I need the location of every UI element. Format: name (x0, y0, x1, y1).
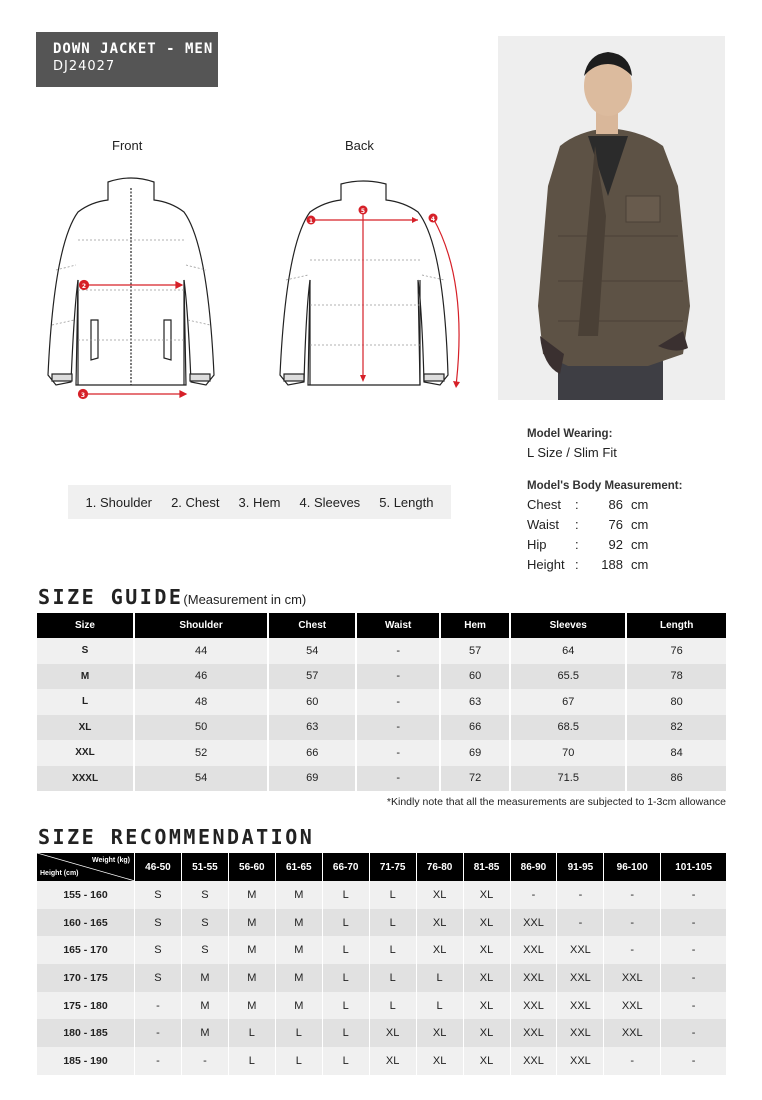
measurement-cell: 44 (135, 638, 269, 664)
weight-header: 81-85 (464, 853, 511, 881)
recommended-size-cell: L (370, 909, 417, 937)
measurement-cell: 57 (269, 664, 357, 690)
size-guide-header-row (37, 613, 726, 638)
front-jacket-drawing (48, 178, 214, 385)
marker-hem-front: 3 (80, 392, 86, 399)
recommended-size-cell: - (511, 881, 558, 909)
table-row (37, 664, 726, 690)
measurement-cell: 80 (627, 689, 726, 715)
measurement-row-height (527, 557, 727, 572)
svg-text:5: 5 (360, 208, 366, 215)
recommended-size-cell: M (276, 881, 323, 909)
measurement-cell: 82 (627, 715, 726, 741)
recommended-size-cell: S (182, 936, 229, 964)
table-row (37, 1019, 726, 1047)
recommended-size-cell: - (661, 881, 726, 909)
allowance-note: *Kindly note that all the measurements are subjected to 1-3cm allowance (386, 796, 726, 808)
recommended-size-cell: L (370, 992, 417, 1020)
measurement-label: Chest (527, 497, 561, 512)
measurement-cell: 60 (269, 689, 357, 715)
measurement-row-waist (527, 517, 727, 532)
measurement-cell: 69 (441, 740, 511, 766)
size-cell: M (37, 664, 135, 690)
recommended-size-cell: M (182, 992, 229, 1020)
measurement-cell: 63 (269, 715, 357, 741)
recommended-size-cell: XXL (557, 936, 604, 964)
legend-item-chest: 2. Chest (171, 494, 220, 510)
product-code: DJ24027 (53, 59, 116, 74)
recommended-size-cell: L (276, 1019, 323, 1047)
legend-item-hem: 3. Hem (238, 494, 281, 510)
measurement-unit: cm (631, 557, 649, 572)
height-cell: 165 - 170 (37, 936, 135, 964)
measurement-cell: 54 (269, 638, 357, 664)
measurement-cell: - (357, 664, 441, 690)
measurement-label: Hip (527, 537, 547, 552)
marker-chest-front: 2 (81, 283, 87, 290)
recommended-size-cell: XL (464, 964, 511, 992)
recommended-size-cell: - (661, 909, 726, 937)
measurement-unit: cm (631, 517, 649, 532)
recommended-size-cell: M (229, 881, 276, 909)
measurement-cell: 68.5 (511, 715, 627, 741)
recommended-size-cell: - (557, 881, 604, 909)
measurement-row-hip (527, 537, 727, 552)
size-cell: XL (37, 715, 135, 741)
recommended-size-cell: M (229, 909, 276, 937)
col-header-shoulder: Shoulder (135, 613, 269, 638)
recommended-size-cell: XXL (557, 964, 604, 992)
recommended-size-cell: XL (417, 1019, 464, 1047)
recommended-size-cell: XL (417, 881, 464, 909)
measurement-cell: 72 (441, 766, 511, 792)
recommended-size-cell: XXL (511, 964, 558, 992)
measurement-cell: 63 (441, 689, 511, 715)
corner-weight-label: Weight (kg) (92, 857, 130, 864)
size-cell: XXXL (37, 766, 135, 792)
measurement-cell: - (357, 689, 441, 715)
weight-header: 66-70 (323, 853, 370, 881)
recommended-size-cell: M (276, 992, 323, 1020)
col-header-size: Size (37, 613, 135, 638)
recommended-size-cell: XXL (557, 992, 604, 1020)
recommended-size-cell: - (661, 936, 726, 964)
measurement-colon: : (575, 517, 579, 532)
recommended-size-cell: XL (370, 1019, 417, 1047)
measurement-label: Waist (527, 517, 560, 532)
recommended-size-cell: M (276, 909, 323, 937)
weight-header: 96-100 (604, 853, 661, 881)
weight-header: 86-90 (511, 853, 558, 881)
measurement-value: 92 (608, 537, 623, 552)
recommended-size-cell: XL (464, 936, 511, 964)
recommended-size-cell: - (135, 992, 182, 1020)
recommended-size-cell: S (182, 909, 229, 937)
weight-header: 61-65 (276, 853, 323, 881)
measurement-colon: : (575, 537, 579, 552)
recommended-size-cell: XXL (511, 1047, 558, 1075)
recommended-size-cell: S (135, 909, 182, 937)
table-row (37, 689, 726, 715)
size-recommendation-title: SIZE RECOMMENDATION (38, 825, 315, 849)
table-row (37, 909, 726, 937)
recommended-size-cell: M (276, 964, 323, 992)
recommended-size-cell: L (323, 992, 370, 1020)
measurement-cell: 69 (269, 766, 357, 792)
recommended-size-cell: XXL (604, 1019, 661, 1047)
recommended-size-cell: - (135, 1019, 182, 1047)
legend-item-sleeves: 4. Sleeves (299, 494, 361, 510)
weight-header: 101-105 (661, 853, 726, 881)
recommended-size-cell: L (417, 964, 464, 992)
measurement-row-chest (527, 497, 727, 512)
size-guide-title: SIZE GUIDE (38, 585, 184, 609)
col-header-waist: Waist (357, 613, 441, 638)
legend-item-length: 5. Length (379, 494, 434, 510)
recommended-size-cell: M (229, 964, 276, 992)
height-cell: 170 - 175 (37, 964, 135, 992)
table-row (37, 992, 726, 1020)
recommended-size-cell: L (417, 992, 464, 1020)
measurement-cell: - (357, 638, 441, 664)
table-row (37, 1047, 726, 1075)
recommended-size-cell: M (182, 1019, 229, 1047)
size-cell: XXL (37, 740, 135, 766)
measurement-cell: 67 (511, 689, 627, 715)
col-header-chest: Chest (269, 613, 357, 638)
recommended-size-cell: L (323, 936, 370, 964)
recommended-size-cell: XL (417, 909, 464, 937)
recommended-size-cell: S (135, 881, 182, 909)
measurement-cell: 64 (511, 638, 627, 664)
table-row (37, 936, 726, 964)
recommended-size-cell: L (229, 1047, 276, 1075)
recommended-size-cell: L (370, 881, 417, 909)
measurement-cell: 84 (627, 740, 726, 766)
col-header-length: Length (627, 613, 726, 638)
measurement-unit: cm (631, 497, 649, 512)
recommended-size-cell: - (557, 909, 604, 937)
height-cell: 185 - 190 (37, 1047, 135, 1075)
legend-item-shoulder: 1. Shoulder (85, 494, 153, 510)
table-row (37, 881, 726, 909)
table-row (37, 766, 726, 792)
measurement-colon: : (575, 557, 579, 572)
svg-text:4: 4 (430, 216, 436, 223)
recommended-size-cell: XXL (557, 1019, 604, 1047)
recommended-size-cell: L (323, 881, 370, 909)
weight-header: 71-75 (370, 853, 417, 881)
recommended-size-cell: - (661, 1019, 726, 1047)
recommended-size-cell: XL (464, 992, 511, 1020)
size-recommendation-table (37, 853, 726, 1075)
model-photo (498, 36, 725, 400)
recommended-size-cell: XXL (511, 1019, 558, 1047)
jacket-diagram (36, 130, 476, 410)
size-cell: S (37, 638, 135, 664)
measurement-value: 86 (608, 497, 623, 512)
recommended-size-cell: - (182, 1047, 229, 1075)
recommended-size-cell: XL (370, 1047, 417, 1075)
model-wearing-value: L Size / Slim Fit (527, 445, 617, 460)
recommended-size-cell: S (182, 881, 229, 909)
measurement-cell: 86 (627, 766, 726, 792)
recommended-size-cell: XXL (511, 992, 558, 1020)
recommended-size-cell: XXL (511, 909, 558, 937)
measurement-value: 76 (608, 517, 623, 532)
recommendation-header-row (37, 853, 726, 881)
recommended-size-cell: - (604, 881, 661, 909)
recommended-size-cell: L (276, 1047, 323, 1075)
recommended-size-cell: - (661, 992, 726, 1020)
recommended-size-cell: S (135, 964, 182, 992)
measurement-cell: 46 (135, 664, 269, 690)
measurement-cell: 65.5 (511, 664, 627, 690)
recommended-size-cell: - (604, 936, 661, 964)
measurement-cell: - (357, 715, 441, 741)
recommended-size-cell: M (229, 992, 276, 1020)
recommended-size-cell: XXL (511, 936, 558, 964)
model-info (527, 428, 727, 572)
model-figure (498, 36, 725, 400)
recommended-size-cell: XL (464, 1019, 511, 1047)
measurement-cell: - (357, 740, 441, 766)
back-label: Back (345, 138, 374, 153)
measurement-cell: 78 (627, 664, 726, 690)
front-label: Front (112, 138, 143, 153)
recommended-size-cell: XL (464, 1047, 511, 1075)
recommended-size-cell: - (661, 1047, 726, 1075)
recommended-size-cell: XL (464, 909, 511, 937)
model-body-heading: Model's Body Measurement: (527, 480, 683, 492)
recommended-size-cell: S (135, 936, 182, 964)
measurement-cell: 71.5 (511, 766, 627, 792)
measurement-cell: 57 (441, 638, 511, 664)
size-guide-heading (38, 585, 306, 609)
measurement-cell: 52 (135, 740, 269, 766)
measurement-legend (68, 485, 451, 519)
measurement-label: Height (527, 557, 565, 572)
recommended-size-cell: - (135, 1047, 182, 1075)
recommended-size-cell: XXL (604, 992, 661, 1020)
measurement-cell: 66 (269, 740, 357, 766)
measurement-cell: 54 (135, 766, 269, 792)
height-cell: 175 - 180 (37, 992, 135, 1020)
measurement-value: 188 (601, 557, 623, 572)
recommended-size-cell: - (661, 964, 726, 992)
measurement-cell: - (357, 766, 441, 792)
recommended-size-cell: L (229, 1019, 276, 1047)
product-title: DOWN JACKET - MEN (53, 41, 214, 57)
measurement-unit: cm (631, 537, 649, 552)
recommended-size-cell: - (604, 909, 661, 937)
measurement-cell: 76 (627, 638, 726, 664)
weight-header: 91-95 (557, 853, 604, 881)
table-row (37, 638, 726, 664)
recommended-size-cell: XXL (557, 1047, 604, 1075)
product-header (36, 32, 218, 87)
height-cell: 155 - 160 (37, 881, 135, 909)
corner-divider (37, 853, 135, 881)
recommended-size-cell: XL (417, 936, 464, 964)
size-guide-subtitle: (Measurement in cm) (183, 592, 307, 607)
recommended-size-cell: L (323, 909, 370, 937)
table-row (37, 740, 726, 766)
recommended-size-cell: L (370, 964, 417, 992)
recommended-size-cell: L (370, 936, 417, 964)
height-cell: 180 - 185 (37, 1019, 135, 1047)
size-cell: L (37, 689, 135, 715)
recommended-size-cell: M (229, 936, 276, 964)
svg-text:1: 1 (308, 218, 314, 225)
weight-header: 51-55 (182, 853, 229, 881)
recommended-size-cell: L (323, 1047, 370, 1075)
weight-header: 76-80 (417, 853, 464, 881)
recommended-size-cell: XXL (604, 964, 661, 992)
recommended-size-cell: XL (464, 881, 511, 909)
corner-height-label: Height (cm) (40, 870, 79, 877)
col-header-sleeves: Sleeves (511, 613, 627, 638)
height-cell: 160 - 165 (37, 909, 135, 937)
model-wearing-heading: Model Wearing: (527, 428, 613, 440)
measurement-cell: 60 (441, 664, 511, 690)
measurement-cell: 48 (135, 689, 269, 715)
measurement-cell: 70 (511, 740, 627, 766)
recommended-size-cell: L (323, 964, 370, 992)
jacket-illustration (36, 130, 476, 410)
weight-header: 56-60 (229, 853, 276, 881)
recommended-size-cell: L (323, 1019, 370, 1047)
recommended-size-cell: M (276, 936, 323, 964)
weight-header: 46-50 (135, 853, 182, 881)
table-row (37, 715, 726, 741)
measurement-cell: 66 (441, 715, 511, 741)
size-guide-table (37, 613, 726, 791)
corner-cell (37, 853, 135, 881)
measurement-colon: : (575, 497, 579, 512)
recommended-size-cell: XL (417, 1047, 464, 1075)
recommended-size-cell: - (604, 1047, 661, 1075)
recommended-size-cell: M (182, 964, 229, 992)
table-row (37, 964, 726, 992)
col-header-hem: Hem (441, 613, 511, 638)
measurement-cell: 50 (135, 715, 269, 741)
